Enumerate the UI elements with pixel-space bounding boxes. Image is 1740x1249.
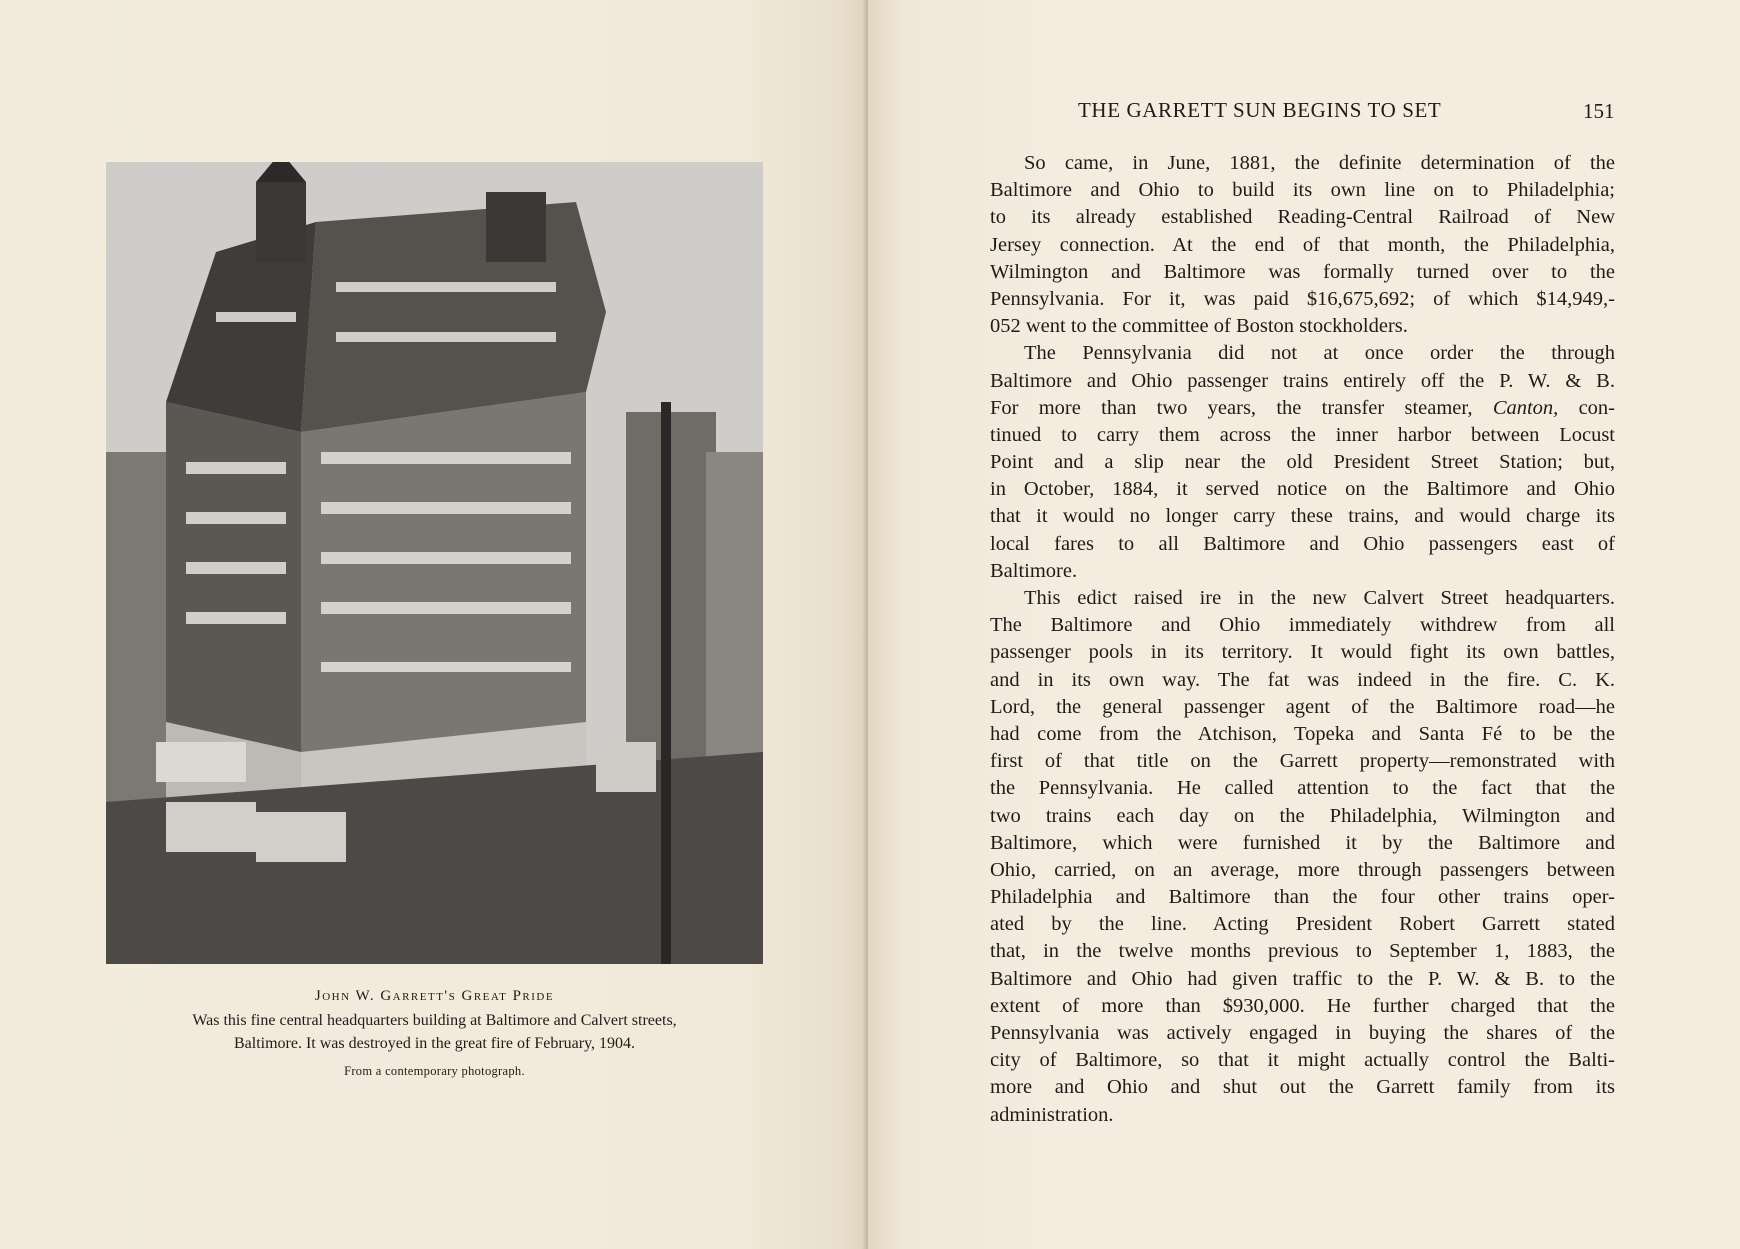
text-line: Jersey connection. At the end of that month, the Philadelphia, bbox=[990, 233, 1615, 256]
body-text bbox=[990, 150, 1615, 1129]
text-line: two trains each day on the Philadelphia, Wilmington and bbox=[990, 804, 1615, 827]
text-line: in October, 1884, it served notice on the Baltimore and Ohio bbox=[990, 478, 1615, 501]
text-line: extent of more than $930,000. He further charged that the bbox=[990, 994, 1615, 1017]
text-line: Pennsylvania was actively engaged in buying the shares of the bbox=[990, 1022, 1615, 1044]
text-line: ated by the line. Acting President Robert Garrett stated bbox=[990, 913, 1615, 936]
text-line: Point and a slip near the old President Street Station; but, bbox=[990, 451, 1615, 474]
text-line: Baltimore and Ohio had given traffic to the P. W. & B. to the bbox=[990, 967, 1615, 990]
text-line: that it would no longer carry these trains, and would charge its bbox=[990, 505, 1615, 528]
text-line: 052 went to the committee of Boston stockholders. bbox=[990, 315, 1408, 338]
text-line: Ohio, carried, on an average, more through passengers between bbox=[990, 858, 1615, 881]
text-line: Wilmington and Baltimore was formally turned over to the bbox=[990, 260, 1615, 283]
text-line-with-italic bbox=[990, 395, 1615, 422]
text-line: city of Baltimore, so that it might actually control the Balti- bbox=[990, 1049, 1615, 1072]
text-line: administration. bbox=[990, 1103, 1114, 1126]
italic-ship-name: Canton, bbox=[1492, 396, 1559, 419]
text-line: local fares to all Baltimore and Ohio passengers east of bbox=[990, 532, 1615, 555]
text-line: Lord, the general passenger agent of the Baltimore road—he bbox=[990, 695, 1615, 718]
caption-source: From a contemporary photograph. bbox=[344, 1064, 525, 1078]
text-line: This edict raised ire in the new Calvert Street headquarters. bbox=[1024, 587, 1615, 609]
text-line: first of that title on the Garrett property—remonstrated with bbox=[990, 750, 1615, 773]
text-line: Philadelphia and Baltimore than the four other trains oper- bbox=[990, 886, 1615, 909]
left-page bbox=[0, 0, 868, 1249]
text-span: con- bbox=[1578, 396, 1616, 419]
text-line: and in its own way. The fat was indeed in the fire. C. K. bbox=[990, 668, 1615, 691]
text-span: For more than two years, the transfer steamer, bbox=[990, 396, 1473, 419]
text-line: that, in the twelve months previous to September 1, 1883, the bbox=[990, 940, 1615, 963]
text-line: more and Ohio and shut out the Garrett family from its bbox=[990, 1076, 1615, 1099]
building-photograph bbox=[106, 162, 763, 964]
text-line: to its already established Reading-Central Railroad of New bbox=[990, 206, 1615, 229]
text-line: The Baltimore and Ohio immediately withdrew from all bbox=[990, 614, 1615, 637]
text-line: Baltimore and Ohio to build its own line on to Philadelphia; bbox=[990, 179, 1615, 202]
text-line: the Pennsylvania. He called attention to the fact that the bbox=[990, 777, 1615, 800]
text-line: passenger pools in its territory. It would fight its own battles, bbox=[990, 641, 1615, 664]
running-head: THE GARRETT SUN BEGINS TO SET bbox=[1078, 98, 1442, 122]
caption-title: John W. Garrett's Great Pride bbox=[314, 988, 555, 1004]
caption-line-1: Was this fine central headquarters building at Baltimore and Calvert streets, bbox=[192, 1012, 677, 1029]
text-line: Baltimore, which were furnished it by the Baltimore and bbox=[990, 831, 1615, 854]
page-number: 151 bbox=[1583, 99, 1615, 123]
text-line: Pennsylvania. For it, was paid $16,675,692; of which $14,949,- bbox=[990, 287, 1615, 310]
text-line: The Pennsylvania did not at once order the through bbox=[1024, 342, 1615, 365]
caption-line-2: Baltimore. It was destroyed in the great fire of February, 1904. bbox=[233, 1035, 636, 1052]
text-line: had come from the Atchison, Topeka and Santa Fé to be the bbox=[990, 722, 1615, 745]
text-line: So came, in June, 1881, the definite determination of the bbox=[1024, 152, 1615, 174]
photo-illustration bbox=[106, 162, 763, 964]
text-line: tinued to carry them across the inner harbor between Locust bbox=[990, 423, 1615, 446]
text-line: Baltimore. bbox=[990, 559, 1078, 582]
text-line: Baltimore and Ohio passenger trains entirely off the P. W. & B. bbox=[990, 369, 1615, 392]
